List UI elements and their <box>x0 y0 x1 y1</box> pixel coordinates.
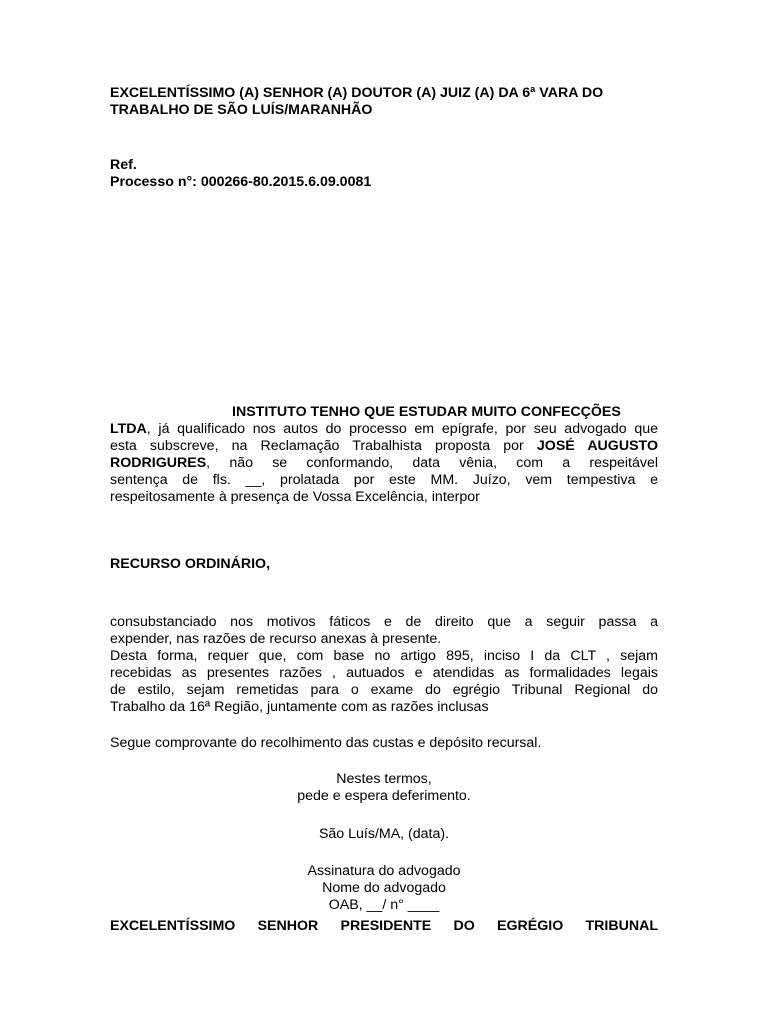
intro-line-3: esta subscreve, na Reclamação Trabalhista proposta por JOSÉ AUGUSTO <box>110 438 658 454</box>
payment-note: Segue comprovante do recolhimento das custas e depósito recursal. <box>110 735 542 751</box>
grounds-line-2: expender, nas razões de recurso anexas à presente. <box>110 631 442 647</box>
grounds-line-1: consubstanciado nos motivos fáticos e de direito que a seguir passa a <box>110 614 658 630</box>
place-date: São Luís/MA, (data). <box>318 826 450 842</box>
company-name-line-2: LTDA <box>110 421 147 437</box>
grounds-paragraph <box>110 614 658 716</box>
reference-block <box>110 157 658 191</box>
oab-number: OAB, __/ n° ____ <box>328 897 440 913</box>
intro-line-4: RODRIGURES, não se conformando, data vênia, com a respeitável <box>110 455 658 471</box>
closing-line-1: Nestes termos, <box>336 771 432 787</box>
intro-paragraph <box>110 404 658 506</box>
request-line-4: Trabalho da 16ª Região, juntamente com as razões inclusas <box>110 699 489 715</box>
header-line-1: EXCELENTÍSSIMO (A) SENHOR (A) DOUTOR (A) JUIZ (A) DA 6ª VARA DO <box>110 85 604 101</box>
closing-block <box>110 771 658 805</box>
signature-line: Assinatura do advogado <box>307 863 461 879</box>
appeal-title: RECURSO ORDINÁRIO, <box>110 556 271 572</box>
signature-block <box>110 863 658 914</box>
company-name-line-1: INSTITUTO TENHO QUE ESTUDAR MUITO CONFECÇÕES <box>232 404 621 420</box>
claimant-name-part-2: RODRIGURES <box>110 455 207 471</box>
request-line-2: recebidas as presentes razões , autuados e atendidas as formalidades legais <box>110 665 658 681</box>
claimant-name-part-1: JOSÉ AUGUSTO <box>536 438 658 454</box>
closing-line-2: pede e espera deferimento. <box>297 788 471 804</box>
request-line-1: Desta forma, requer que, com base no artigo 895, inciso I da CLT , sejam <box>110 648 658 664</box>
intro-line-2: LTDA, já qualificado nos autos do processo em epígrafe, por seu advogado que <box>110 421 658 437</box>
next-page-header: EXCELENTÍSSIMO SENHOR PRESIDENTE DO EGRÉGIO TRIBUNAL <box>110 918 658 934</box>
process-number: Processo n°: 000266-80.2015.6.09.0081 <box>110 174 372 190</box>
request-line-3: de estilo, sejam remetidas para o exame do egrégio Tribunal Regional do <box>110 682 658 698</box>
intro-line-6: respeitosamente à presença de Vossa Excelência, interpor <box>110 489 480 505</box>
intro-line-5: sentença de fls. __, prolatada por este MM. Juízo, vem tempestiva e <box>110 472 658 488</box>
court-address-header <box>110 85 658 119</box>
lawyer-name: Nome do advogado <box>322 880 446 896</box>
ref-label: Ref. <box>110 157 137 173</box>
header-line-2: TRABALHO DE SÃO LUÍS/MARANHÃO <box>110 102 373 118</box>
